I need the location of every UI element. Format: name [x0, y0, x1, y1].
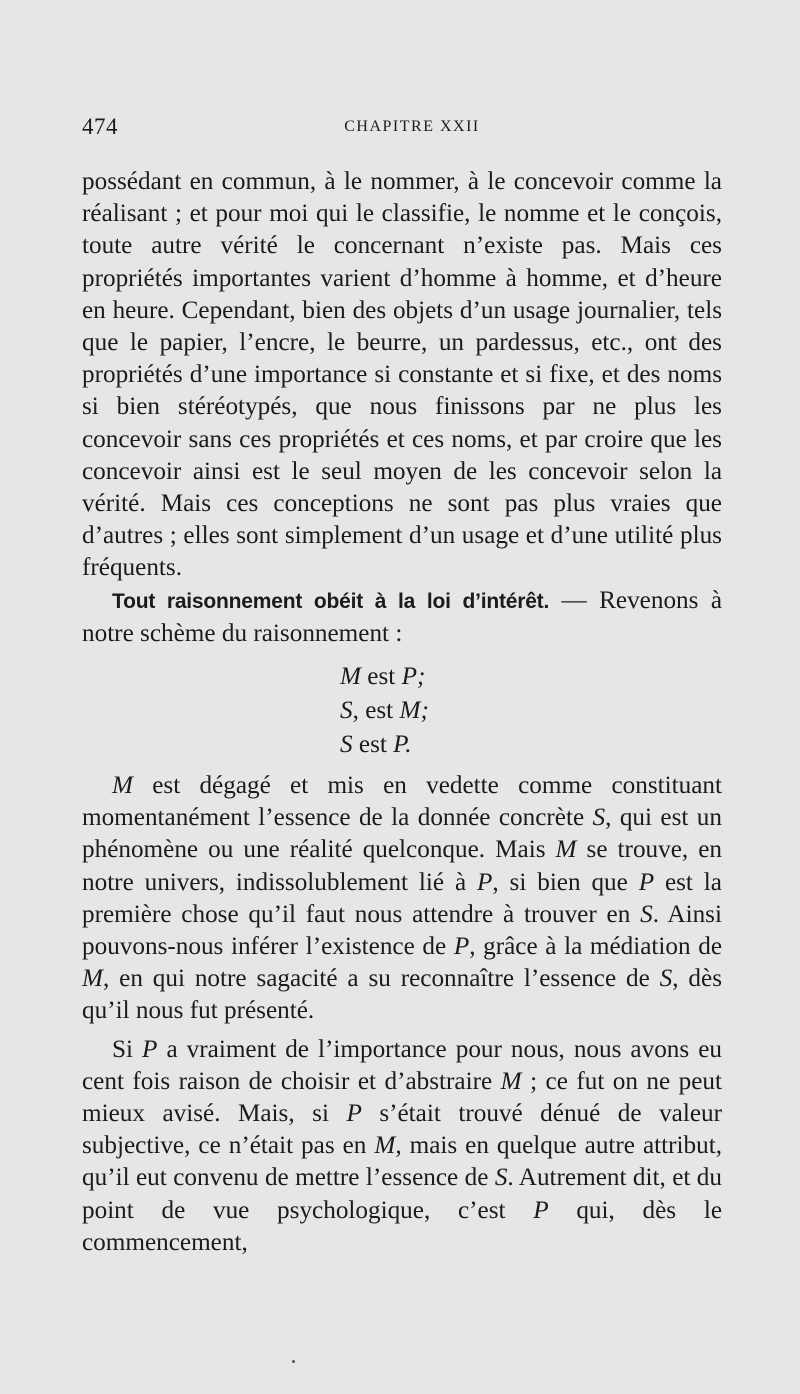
term-m: M [112, 772, 133, 800]
paragraph-2-text: — Revenons à notre schème du raisonnement : [82, 586, 722, 647]
term-p: P [142, 1035, 158, 1063]
copula: , est [352, 697, 400, 725]
term-m: M; [399, 697, 429, 725]
page-body [82, 166, 722, 1259]
term-m: M [82, 965, 103, 993]
page-number: 474 [82, 114, 118, 139]
running-head: CHAPITRE XXII [344, 118, 480, 135]
syllogism-line-2 [340, 694, 722, 728]
term-s: S [340, 731, 353, 759]
paragraph-3 [82, 770, 722, 1028]
page-header [82, 110, 722, 144]
print-speck [292, 1360, 295, 1363]
text-run: est la première chose qu’il faut nous attendre à trouver en [82, 868, 722, 928]
text-run: , si bien que [492, 868, 639, 896]
text-run: se trouve, en notre univers, indissolublement lié à [82, 836, 723, 896]
term-s: S [640, 900, 653, 928]
term-s: S [592, 804, 606, 832]
text-run: . Ainsi pouvons-nous inférer l’existence de [82, 900, 722, 961]
term-s: S [494, 1164, 508, 1192]
term-m: M [340, 663, 361, 691]
text-run: mais en quelque autre attribut, qu’il eut convenu de mettre l’essence de [82, 1132, 722, 1192]
section-heading: Tout raisonnement obéit à la loi d’intérêt. [112, 589, 550, 613]
paragraph-2 [82, 585, 722, 650]
term-m: M [500, 1067, 522, 1095]
term-m: M [555, 836, 577, 864]
text-run: , en qui notre sagacité a su reconnaître l’essence de [102, 965, 660, 993]
text-run: qui, dès le commencement, [82, 1196, 722, 1256]
copula: est [360, 663, 402, 691]
text-run: est dégagé et mis en vedette comme constituant momentanément l’essence de la donnée concrète [82, 772, 722, 832]
text-run: Si [112, 1035, 143, 1063]
term-s: S [659, 965, 673, 993]
term-p: P. [393, 731, 412, 759]
syllogism [82, 660, 722, 762]
term-p: P [533, 1196, 549, 1224]
text-run: s’était trouvé dénué de valeur subjective, ce n’était pas en [82, 1100, 723, 1160]
text-run: . Autrement dit, et du point de vue psychologique, c’est [82, 1164, 722, 1224]
term-p: P [346, 1100, 362, 1128]
paragraph-1: possédant en commun, à le nommer, à le concevoir comme la réalisant ; et pour moi qui le classifie, le nomme et le conçois, toute autre vérité le concernant n’existe pas. Mais ces propriétés importantes varient d’homme à homme, et d’heure en heure. Cependant, bien des objets d’un usage journalier, tels que le papier, l’encre, le beurre, un pardessus, etc., ont des propriétés d’une importance si constante et si fixe, et des noms si bien stéréotypés, que nous finissons par ne plus les concevoir sans ces propriétés et ces noms, et par croire que les concevoir ainsi est le seul moyen de les concevoir selon la vérité. Mais ces conceptions ne sont pas plus vraies que d’autres ; elles sont simplement d’un usage et d’une utilité plus fréquents. [82, 168, 722, 582]
term-p: P [477, 868, 493, 896]
syllogism-line-3 [340, 728, 722, 762]
term-s: S [340, 697, 353, 725]
paragraph-4 [82, 1034, 722, 1259]
copula: est [352, 731, 394, 759]
text-run: ; ce fut on ne peut mieux avisé. Mais, si [82, 1067, 722, 1128]
text-run: , dès qu’il nous fut présenté. [82, 965, 723, 1025]
text-run: , qui est un phénomène ou une réalité quelconque. Mais [82, 804, 722, 864]
text-run: , grâce à la médiation de [469, 933, 722, 961]
syllogism-line-1 [340, 660, 722, 694]
term-p: P [638, 868, 655, 896]
term-p: P; [401, 663, 426, 691]
term-p: P [453, 933, 470, 961]
term-m: M, [374, 1132, 402, 1160]
text-run: a vraiment de l’importance pour nous, nous avons eu cent fois raison de choisir et d’abstraire [82, 1035, 722, 1095]
